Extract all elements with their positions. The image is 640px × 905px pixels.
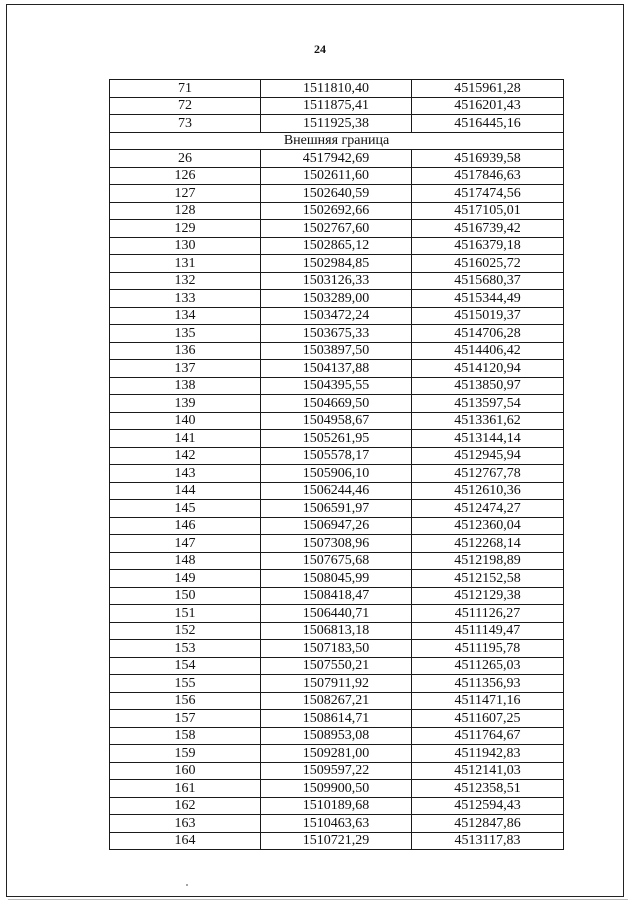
point-number-cell: 153	[110, 640, 261, 658]
table-row	[110, 202, 564, 220]
table-row	[110, 622, 564, 640]
x-coordinate-cell: 1504137,88	[261, 360, 412, 378]
table-row	[110, 797, 564, 815]
table-row	[110, 727, 564, 745]
y-coordinate-cell: 4517846,63	[412, 167, 564, 185]
x-coordinate-cell: 1506440,71	[261, 605, 412, 623]
point-number-cell: 144	[110, 482, 261, 500]
scan-speck	[186, 884, 188, 886]
table-row	[110, 115, 564, 133]
table-row	[110, 657, 564, 675]
y-coordinate-cell: 4512594,43	[412, 797, 564, 815]
x-coordinate-cell: 1509597,22	[261, 762, 412, 780]
x-coordinate-cell: 1508418,47	[261, 587, 412, 605]
x-coordinate-cell: 1506591,97	[261, 500, 412, 518]
point-number-cell: 162	[110, 797, 261, 815]
y-coordinate-cell: 4512360,04	[412, 517, 564, 535]
table-row	[110, 167, 564, 185]
coordinates-table	[109, 79, 564, 850]
x-coordinate-cell: 1502611,60	[261, 167, 412, 185]
point-number-cell: 150	[110, 587, 261, 605]
table-row	[110, 832, 564, 850]
y-coordinate-cell: 4516739,42	[412, 220, 564, 238]
point-number-cell: 133	[110, 290, 261, 308]
x-coordinate-cell: 1507183,50	[261, 640, 412, 658]
point-number-cell: 163	[110, 815, 261, 833]
x-coordinate-cell: 1511810,40	[261, 80, 412, 98]
table-row	[110, 815, 564, 833]
point-number-cell: 147	[110, 535, 261, 553]
y-coordinate-cell: 4511607,25	[412, 710, 564, 728]
y-coordinate-cell: 4513597,54	[412, 395, 564, 413]
x-coordinate-cell: 1506244,46	[261, 482, 412, 500]
point-number-cell: 135	[110, 325, 261, 343]
point-number-cell: 159	[110, 745, 261, 763]
x-coordinate-cell: 1511925,38	[261, 115, 412, 133]
table-row	[110, 780, 564, 798]
y-coordinate-cell: 4515961,28	[412, 80, 564, 98]
point-number-cell: 142	[110, 447, 261, 465]
y-coordinate-cell: 4511265,03	[412, 657, 564, 675]
x-coordinate-cell: 1505578,17	[261, 447, 412, 465]
x-coordinate-cell: 1510189,68	[261, 797, 412, 815]
point-number-cell: 130	[110, 237, 261, 255]
table-row	[110, 675, 564, 693]
y-coordinate-cell: 4511764,67	[412, 727, 564, 745]
table-row	[110, 255, 564, 273]
y-coordinate-cell: 4516025,72	[412, 255, 564, 273]
y-coordinate-cell: 4512945,94	[412, 447, 564, 465]
table-row	[110, 465, 564, 483]
x-coordinate-cell: 1503897,50	[261, 342, 412, 360]
y-coordinate-cell: 4513850,97	[412, 377, 564, 395]
table-row	[110, 517, 564, 535]
x-coordinate-cell: 1504395,55	[261, 377, 412, 395]
y-coordinate-cell: 4516379,18	[412, 237, 564, 255]
point-number-cell: 164	[110, 832, 261, 850]
table-row	[110, 430, 564, 448]
x-coordinate-cell: 1509281,00	[261, 745, 412, 763]
y-coordinate-cell: 4512152,58	[412, 570, 564, 588]
point-number-cell: 154	[110, 657, 261, 675]
x-coordinate-cell: 1504669,50	[261, 395, 412, 413]
y-coordinate-cell: 4512610,36	[412, 482, 564, 500]
x-coordinate-cell: 1502865,12	[261, 237, 412, 255]
x-coordinate-cell: 1504958,67	[261, 412, 412, 430]
y-coordinate-cell: 4514406,42	[412, 342, 564, 360]
point-number-cell: 156	[110, 692, 261, 710]
table-row	[110, 342, 564, 360]
table-row	[110, 535, 564, 553]
x-coordinate-cell: 1502767,60	[261, 220, 412, 238]
y-coordinate-cell: 4516201,43	[412, 97, 564, 115]
x-coordinate-cell: 1505906,10	[261, 465, 412, 483]
point-number-cell: 73	[110, 115, 261, 133]
point-number-cell: 72	[110, 97, 261, 115]
x-coordinate-cell: 1502692,66	[261, 202, 412, 220]
x-coordinate-cell: 1508045,99	[261, 570, 412, 588]
y-coordinate-cell: 4514120,94	[412, 360, 564, 378]
y-coordinate-cell: 4512358,51	[412, 780, 564, 798]
x-coordinate-cell: 4517942,69	[261, 150, 412, 168]
y-coordinate-cell: 4512129,38	[412, 587, 564, 605]
table-row	[110, 97, 564, 115]
point-number-cell: 160	[110, 762, 261, 780]
x-coordinate-cell: 1506947,26	[261, 517, 412, 535]
table-row	[110, 377, 564, 395]
point-number-cell: 137	[110, 360, 261, 378]
x-coordinate-cell: 1507308,96	[261, 535, 412, 553]
y-coordinate-cell: 4512474,27	[412, 500, 564, 518]
table-row	[110, 272, 564, 290]
y-coordinate-cell: 4513144,14	[412, 430, 564, 448]
y-coordinate-cell: 4515344,49	[412, 290, 564, 308]
y-coordinate-cell: 4511195,78	[412, 640, 564, 658]
table-row	[110, 395, 564, 413]
point-number-cell: 145	[110, 500, 261, 518]
table-row	[110, 447, 564, 465]
x-coordinate-cell: 1507550,21	[261, 657, 412, 675]
point-number-cell: 155	[110, 675, 261, 693]
table-row	[110, 570, 564, 588]
page-number: 24	[314, 42, 326, 56]
y-coordinate-cell: 4515019,37	[412, 307, 564, 325]
point-number-cell: 127	[110, 185, 261, 203]
y-coordinate-cell: 4516445,16	[412, 115, 564, 133]
y-coordinate-cell: 4517105,01	[412, 202, 564, 220]
point-number-cell: 158	[110, 727, 261, 745]
y-coordinate-cell: 4513361,62	[412, 412, 564, 430]
point-number-cell: 141	[110, 430, 261, 448]
point-number-cell: 126	[110, 167, 261, 185]
x-coordinate-cell: 1510721,29	[261, 832, 412, 850]
table-row	[110, 692, 564, 710]
x-coordinate-cell: 1507675,68	[261, 552, 412, 570]
x-coordinate-cell: 1502640,59	[261, 185, 412, 203]
table-row	[110, 150, 564, 168]
x-coordinate-cell: 1508614,71	[261, 710, 412, 728]
table-row	[110, 360, 564, 378]
point-number-cell: 157	[110, 710, 261, 728]
table-row	[110, 500, 564, 518]
x-coordinate-cell: 1502984,85	[261, 255, 412, 273]
y-coordinate-cell: 4512141,03	[412, 762, 564, 780]
table-row	[110, 552, 564, 570]
table-row	[110, 745, 564, 763]
y-coordinate-cell: 4511149,47	[412, 622, 564, 640]
y-coordinate-cell: 4515680,37	[412, 272, 564, 290]
point-number-cell: 138	[110, 377, 261, 395]
y-coordinate-cell: 4511942,83	[412, 745, 564, 763]
table-row	[110, 325, 564, 343]
y-coordinate-cell: 4511471,16	[412, 692, 564, 710]
table-row	[110, 290, 564, 308]
x-coordinate-cell: 1511875,41	[261, 97, 412, 115]
section-title: Внешняя граница	[110, 132, 564, 150]
scan-edge-line	[8, 899, 628, 900]
point-number-cell: 132	[110, 272, 261, 290]
x-coordinate-cell: 1506813,18	[261, 622, 412, 640]
y-coordinate-cell: 4511356,93	[412, 675, 564, 693]
y-coordinate-cell: 4517474,56	[412, 185, 564, 203]
table-row	[110, 185, 564, 203]
coordinates-table-body	[110, 80, 564, 850]
table-row	[110, 307, 564, 325]
point-number-cell: 152	[110, 622, 261, 640]
table-row	[110, 237, 564, 255]
point-number-cell: 136	[110, 342, 261, 360]
y-coordinate-cell: 4512268,14	[412, 535, 564, 553]
point-number-cell: 129	[110, 220, 261, 238]
x-coordinate-cell: 1507911,92	[261, 675, 412, 693]
x-coordinate-cell: 1505261,95	[261, 430, 412, 448]
y-coordinate-cell: 4512767,78	[412, 465, 564, 483]
table-row	[110, 587, 564, 605]
y-coordinate-cell: 4512847,86	[412, 815, 564, 833]
table-row	[110, 482, 564, 500]
point-number-cell: 149	[110, 570, 261, 588]
x-coordinate-cell: 1503126,33	[261, 272, 412, 290]
y-coordinate-cell: 4511126,27	[412, 605, 564, 623]
y-coordinate-cell: 4514706,28	[412, 325, 564, 343]
point-number-cell: 140	[110, 412, 261, 430]
point-number-cell: 134	[110, 307, 261, 325]
x-coordinate-cell: 1503675,33	[261, 325, 412, 343]
table-row	[110, 80, 564, 98]
x-coordinate-cell: 1510463,63	[261, 815, 412, 833]
x-coordinate-cell: 1509900,50	[261, 780, 412, 798]
point-number-cell: 71	[110, 80, 261, 98]
table-row	[110, 710, 564, 728]
x-coordinate-cell: 1508267,21	[261, 692, 412, 710]
y-coordinate-cell: 4513117,83	[412, 832, 564, 850]
table-row	[110, 220, 564, 238]
point-number-cell: 131	[110, 255, 261, 273]
point-number-cell: 148	[110, 552, 261, 570]
y-coordinate-cell: 4516939,58	[412, 150, 564, 168]
x-coordinate-cell: 1508953,08	[261, 727, 412, 745]
x-coordinate-cell: 1503289,00	[261, 290, 412, 308]
point-number-cell: 151	[110, 605, 261, 623]
point-number-cell: 143	[110, 465, 261, 483]
section-row	[110, 132, 564, 150]
point-number-cell: 128	[110, 202, 261, 220]
table-row	[110, 605, 564, 623]
point-number-cell: 146	[110, 517, 261, 535]
point-number-cell: 26	[110, 150, 261, 168]
point-number-cell: 139	[110, 395, 261, 413]
table-row	[110, 762, 564, 780]
x-coordinate-cell: 1503472,24	[261, 307, 412, 325]
table-row	[110, 640, 564, 658]
y-coordinate-cell: 4512198,89	[412, 552, 564, 570]
point-number-cell: 161	[110, 780, 261, 798]
table-row	[110, 412, 564, 430]
